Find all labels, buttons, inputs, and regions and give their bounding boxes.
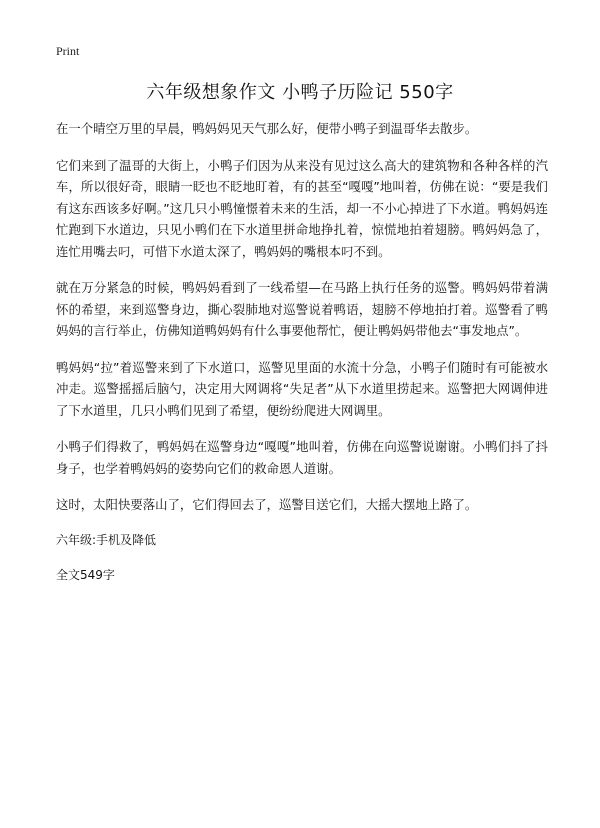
paragraph: 鸭妈妈“拉”着巡警来到了下水道口，巡警见里面的水流十分急，小鸭子们随时有可能被水冲走。巡警摇摇后脑勺，决定用大网调将“失足者”从下水道里捞起来。巡警把大网调伸进了下水道里，几只小鸭们见到了希望，便纷纷爬进大网调里。 xyxy=(56,359,548,418)
paragraph: 小鸭子们得救了，鸭妈妈在巡警身边“嘎嘎”地叫着，仿佛在向巡警说谢谢。小鸭们抖了抖身子，也学着鸭妈妈的姿势向它们的救命恩人道谢。 xyxy=(56,439,548,476)
paragraph: 就在万分紧急的时候，鸭妈妈看到了一线希望—在马路上执行任务的巡警。鸭妈妈带着满怀的希望，来到巡警身边，撕心裂肺地对巡警说着鸭语，翅膀不停地拍打着。巡警看了鸭妈妈的言行举止，仿佛知道鸭妈妈有什么事要他帮忙，便让鸭妈妈带他去“事发地点”。 xyxy=(56,280,548,338)
page-title: 六年级想象作文 小鸭子历险记 550字 xyxy=(146,82,454,103)
grade-line: 六年级:手机及降低 xyxy=(56,532,157,547)
paragraph: 这时，太阳快要落山了，它们得回去了，巡警目送它们，大摇大摆地上路了。 xyxy=(56,497,478,512)
paragraph: 在一个晴空万里的早晨，鸭妈妈见天气那么好，便带小鸭子到温哥华去散步。 xyxy=(56,121,478,136)
paragraph: 它们来到了温哥的大街上，小鸭子们因为从来没有见过这么高大的建筑物和各种各样的汽车，所以很好奇，眼睛一眨也不眨地盯着，有的甚至“嘎嘎”地叫着，仿佛在说：“要是我们有这东西该多好啊。”这几只小鸭憧憬着未来的生活，却一不小心掉进了下水道。鸭妈妈连忙跑到下水道边，只见小鸭们在下水道里拼命地挣扎着，惊慌地拍着翅膀。鸭妈妈急了，连忙用嘴去叼，可惜下水道太深了，鸭妈妈的嘴根本叼不到。 xyxy=(56,157,548,259)
print-link[interactable]: Print xyxy=(56,44,80,58)
word-count: 全文549字 xyxy=(56,567,115,582)
article-body xyxy=(56,118,548,601)
